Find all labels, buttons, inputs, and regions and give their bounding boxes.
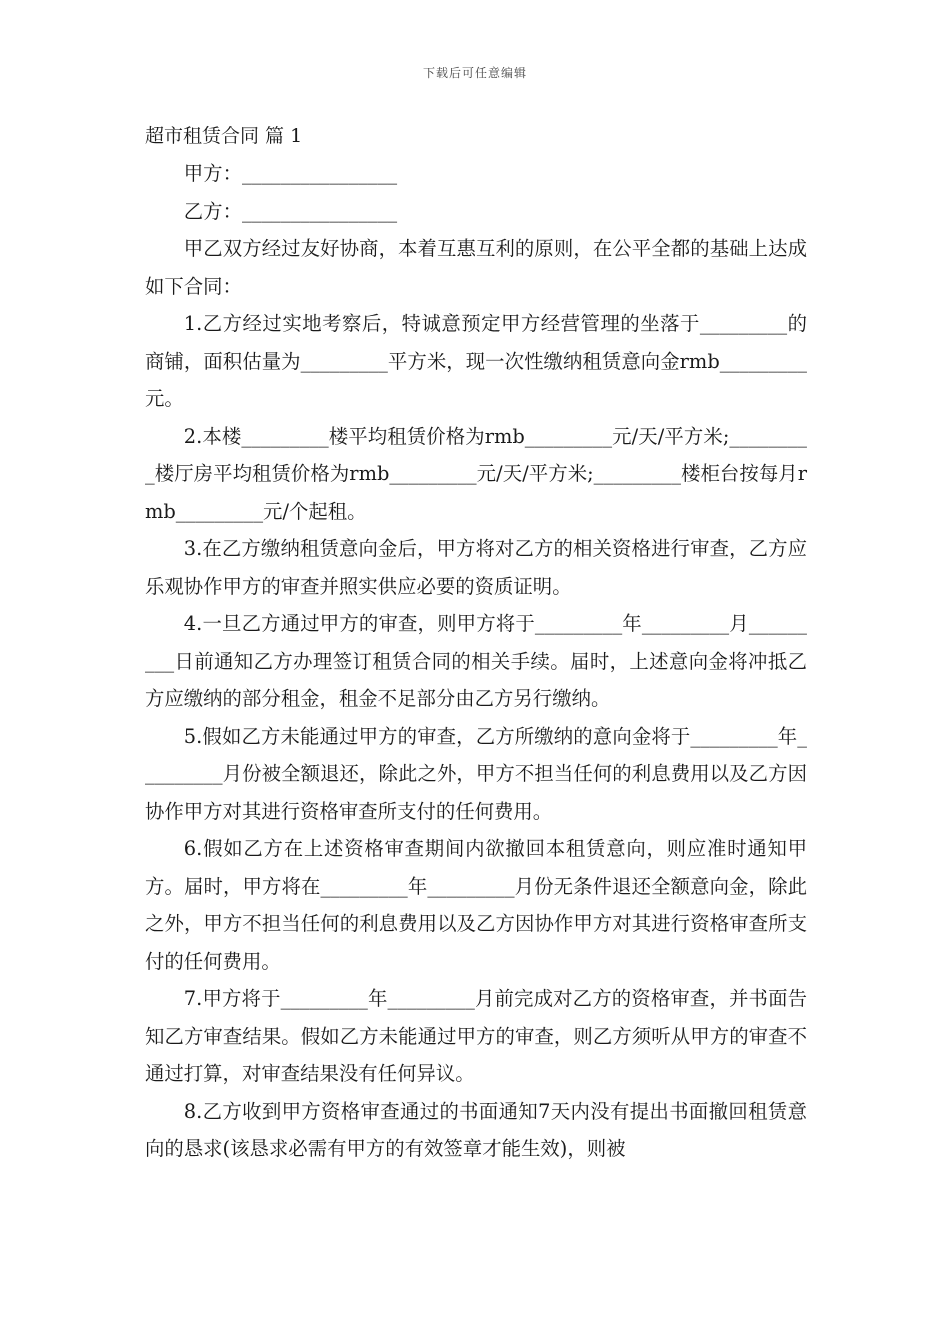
document-title: 超市租赁合同 篇 1 — [145, 125, 303, 147]
party-b-line: 乙方：________________ — [183, 199, 398, 223]
clause-2: 2.本楼_________楼平均租赁价格为rmb_________元/天/平方米;_________楼厅房平均租赁价格为rmb_________元/天/平方米;_________楼柜台按每月rmb_________元/个起租。 — [145, 424, 807, 523]
clause-8: 8.乙方收到甲方资格审查通过的书面通知7天内没有提出书面撤回租赁意向的恳求(该恳求必需有甲方的有效签章才能生效)，则被 — [145, 1099, 807, 1160]
clause-5: 5.假如乙方未能通过甲方的审查，乙方所缴纳的意向金将于_________年_________月份被全额退还，除此之外，甲方不担当任何的利息费用以及乙方因协作甲方对其进行资格审查所支付的任何费用。 — [145, 724, 807, 823]
preamble-paragraph: 甲乙双方经过友好协商，本着互惠互利的原则，在公平全都的基础上达成如下合同： — [145, 237, 807, 298]
clause-4: 4.一旦乙方通过甲方的审查，则甲方将于_________年_________月_________日前通知乙方办理签订租赁合同的相关手续。届时，上述意向金将冲抵乙方应缴纳的部分租金，租金不足部分由乙方另行缴纳。 — [145, 612, 807, 710]
clause-3: 3.在乙方缴纳租赁意向金后，甲方将对乙方的相关资格进行审查，乙方应乐观协作甲方的审查并照实供应必要的资质证明。 — [145, 537, 807, 598]
clause-1: 1.乙方经过实地考察后，特诚意预定甲方经营管理的坐落于_________的商铺，面积估量为_________平方米，现一次性缴纳租赁意向金rmb_________元。 — [145, 312, 807, 410]
page-header-note: 下载后可任意编辑 — [422, 66, 527, 80]
document-body — [145, 118, 807, 1168]
clause-6: 6.假如乙方在上述资格审查期间内欲撤回本租赁意向，则应准时通知甲方。届时，甲方将在_________年_________月份无条件退还全额意向金，除此之外，甲方不担当任何的利息费用以及乙方因协作甲方对其进行资格审查所支付的任何费用。 — [145, 837, 807, 973]
party-a-line: 甲方：________________ — [183, 162, 398, 185]
clause-7: 7.甲方将于_________年_________月前完成对乙方的资格审查，并书面告知乙方审查结果。假如乙方未能通过甲方的审查，则乙方须听从甲方的审查不通过打算，对审查结果没有任何异议。 — [145, 987, 807, 1085]
